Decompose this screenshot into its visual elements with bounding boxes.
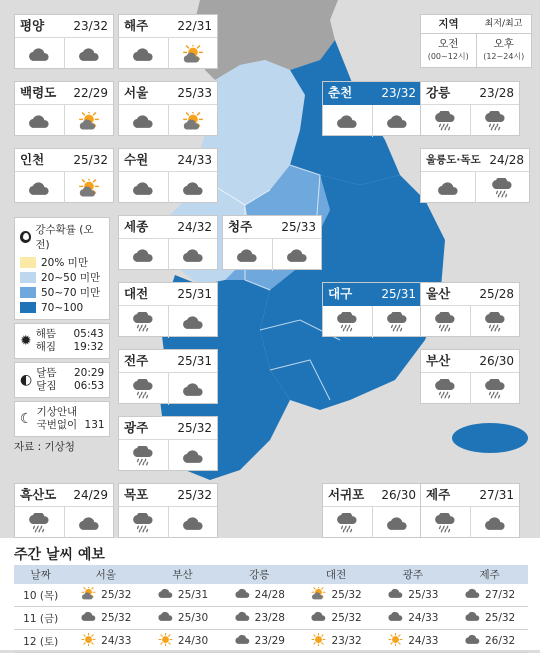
rain-cloud-icon — [475, 172, 530, 204]
legend-am: 오전 (00~12시) — [427, 38, 469, 61]
weekly-temp: 24/33 — [101, 634, 132, 647]
rain-cloud-icon — [470, 373, 520, 405]
city-card-10 — [222, 215, 322, 270]
rain-cloud-icon — [323, 507, 372, 539]
cloud-icon — [234, 588, 251, 602]
city-temp: 25/32 — [177, 421, 212, 435]
rain-cloud-icon — [119, 373, 168, 405]
city-name: 울릉도·독도 — [426, 154, 481, 166]
city-card-0 — [14, 14, 114, 69]
cloud-icon — [421, 172, 475, 204]
sun-cloud-icon — [64, 172, 114, 204]
precip-legend-item: 20% 미만 — [20, 255, 104, 270]
city-temp: 23/32 — [73, 19, 108, 33]
city-card-9 — [118, 215, 218, 270]
city-name: 목포 — [124, 487, 149, 502]
cloud-icon — [15, 105, 64, 137]
city-name: 부산 — [426, 353, 451, 368]
city-temp: 25/31 — [381, 287, 416, 301]
rain-cloud-icon — [15, 507, 64, 539]
rain-cloud-icon — [372, 306, 422, 338]
sun-icon — [80, 633, 97, 649]
weekly-temp: 23/32 — [331, 634, 362, 647]
city-card-11 — [118, 282, 218, 337]
weekly-title: 주간 날씨 예보 — [14, 547, 105, 563]
city-name: 평양 — [20, 18, 45, 33]
rain-cloud-icon — [119, 306, 168, 338]
rain-cloud-icon — [421, 306, 470, 338]
cloud-icon — [372, 507, 422, 539]
cloud-icon — [234, 611, 251, 625]
city-card-3 — [118, 81, 218, 136]
cloud-icon — [310, 611, 327, 625]
weekly-temp: 25/32 — [101, 612, 132, 624]
weekly-temp: 25/32 — [331, 588, 362, 601]
sun-cloud-icon — [64, 105, 114, 137]
weekly-temp: 24/33 — [408, 634, 439, 647]
legend-temp-label: 최저/최고 — [484, 19, 523, 29]
city-name: 전주 — [124, 353, 149, 368]
city-card-19 — [322, 483, 422, 538]
cloud-icon — [168, 239, 218, 271]
precip-legend-item: 70~100 — [20, 300, 104, 315]
cloud-icon — [234, 634, 251, 648]
sunrise-time: 05:43 — [73, 328, 104, 340]
cloud-icon — [119, 38, 168, 70]
city-card-8 — [420, 148, 530, 203]
rain-cloud-icon — [119, 507, 168, 539]
city-temp: 26/30 — [381, 488, 416, 502]
city-temp: 24/33 — [177, 153, 212, 167]
weekly-temp: 27/32 — [484, 589, 516, 601]
city-card-1 — [118, 14, 218, 69]
rain-cloud-icon — [119, 440, 168, 472]
city-temp: 25/32 — [73, 153, 108, 167]
cloud-icon — [168, 507, 218, 539]
city-name: 수원 — [124, 152, 149, 167]
weekly-temp: 24/28 — [254, 589, 285, 601]
city-temp: 24/28 — [489, 153, 524, 167]
city-temp: 25/33 — [281, 220, 316, 234]
cloud-icon — [470, 507, 520, 539]
weekly-table — [14, 565, 528, 653]
weekly-header-cell: 날짜 — [14, 565, 67, 584]
rain-cloud-icon — [323, 306, 372, 338]
city-name: 강릉 — [426, 85, 451, 100]
crescent-icon: ☾ — [20, 411, 33, 427]
city-temp: 22/29 — [73, 86, 108, 100]
weekly-temp: 23/29 — [254, 635, 285, 647]
city-card-4 — [322, 81, 422, 136]
weekly-header-cell: 대전 — [298, 565, 375, 584]
sun-icon — [157, 633, 174, 649]
weekly-header-cell: 제주 — [451, 565, 528, 584]
weekly-header-cell: 강릉 — [221, 565, 298, 584]
city-card-5 — [420, 81, 520, 136]
city-card-2 — [14, 81, 114, 136]
weekly-temp: 25/31 — [177, 589, 209, 601]
cloud-icon — [80, 611, 97, 625]
rain-cloud-icon — [470, 105, 520, 137]
city-temp: 23/28 — [479, 86, 514, 100]
city-name: 청주 — [228, 219, 253, 234]
weekly-date: 11 (금) — [14, 607, 67, 630]
city-temp: 23/32 — [381, 86, 416, 100]
city-card-17 — [14, 483, 114, 538]
city-name: 제주 — [426, 487, 451, 502]
moon-times: ◐ 달뜸 20:29 달짐 06:53 — [14, 362, 110, 398]
city-temp: 26/30 — [479, 354, 514, 368]
city-name: 울산 — [426, 286, 451, 301]
sun-icon: ✹ — [20, 333, 32, 349]
city-name: 대구 — [328, 286, 353, 301]
legend-pm: 오후 (12~24시) — [476, 34, 532, 68]
cloud-icon — [119, 172, 168, 204]
city-card-18 — [118, 483, 218, 538]
city-card-20 — [420, 483, 520, 538]
city-name: 백령도 — [20, 85, 57, 100]
cloud-icon — [168, 306, 218, 338]
info-number: 131 — [84, 419, 105, 431]
raindrop-icon — [20, 231, 31, 243]
legend-region-label: 지역 — [438, 18, 459, 30]
cloud-icon — [387, 588, 404, 602]
moon-icon: ◐ — [20, 372, 33, 388]
city-temp: 27/31 — [479, 488, 514, 502]
side-legend — [14, 217, 110, 454]
city-temp: 24/32 — [177, 220, 212, 234]
city-card-7 — [118, 148, 218, 203]
city-temp: 22/31 — [177, 19, 212, 33]
cloud-icon — [64, 38, 114, 70]
city-card-13 — [420, 282, 520, 337]
precip-legend-item: 20~50 미만 — [20, 270, 104, 285]
rain-cloud-icon — [421, 373, 470, 405]
sun-icon — [310, 633, 327, 649]
sunset-time: 19:32 — [73, 341, 104, 353]
moonset-time: 06:53 — [73, 380, 105, 392]
weekly-temp: 25/32 — [331, 612, 362, 624]
weekly-temp: 23/28 — [254, 612, 285, 624]
weekly-header-cell: 광주 — [374, 565, 451, 584]
weekly-temp: 25/32 — [484, 612, 516, 624]
city-card-6 — [14, 148, 114, 203]
weekly-temp: 24/30 — [177, 634, 209, 647]
city-name: 인천 — [20, 152, 45, 167]
city-card-14 — [118, 349, 218, 404]
sun-cloud-icon — [168, 105, 218, 137]
cloud-icon — [119, 105, 168, 137]
city-name: 서귀포 — [328, 487, 365, 502]
cloud-icon — [157, 611, 174, 625]
region-legend — [420, 14, 532, 68]
cloud-icon — [323, 105, 372, 137]
precip-swatch — [20, 287, 36, 298]
cloud-icon — [464, 634, 481, 648]
precip-legend-title: 강수확률 (오전) — [35, 224, 94, 251]
city-name: 흑산도 — [20, 487, 57, 502]
cloud-icon — [387, 611, 404, 625]
jeju-island — [452, 423, 528, 453]
cloud-icon — [168, 172, 218, 204]
weekly-temp: 25/30 — [177, 612, 209, 624]
weekly-row — [14, 584, 528, 607]
cloud-icon — [119, 239, 168, 271]
rain-cloud-icon — [421, 105, 470, 137]
cloud-icon — [168, 440, 218, 472]
sun-icon — [387, 633, 404, 649]
cloud-icon — [372, 105, 422, 137]
weekly-row — [14, 630, 528, 653]
weekly-header-cell: 부산 — [144, 565, 221, 584]
weekly-date: 10 (목) — [14, 584, 67, 607]
source-label: 자료 : 기상청 — [14, 441, 75, 453]
weekly-temp: 24/33 — [408, 612, 439, 624]
weather-info: ☾ 기상안내 국번없이 131 — [14, 401, 110, 437]
city-temp: 25/28 — [479, 287, 514, 301]
sun-cloud-icon — [80, 587, 97, 603]
city-temp: 24/29 — [73, 488, 108, 502]
precip-swatch — [20, 257, 36, 268]
city-temp: 25/31 — [177, 287, 212, 301]
city-card-15 — [420, 349, 520, 404]
sun-cloud-icon — [168, 38, 218, 70]
cloud-icon — [15, 38, 64, 70]
cloud-icon — [272, 239, 322, 271]
cloud-icon — [464, 588, 481, 602]
city-name: 춘천 — [328, 85, 353, 100]
precip-swatch — [20, 302, 36, 313]
cloud-icon — [168, 373, 218, 405]
weekly-temp: 25/33 — [408, 589, 439, 601]
city-name: 대전 — [124, 286, 149, 301]
city-temp: 25/33 — [177, 86, 212, 100]
city-card-12 — [322, 282, 422, 337]
city-temp: 25/32 — [177, 488, 212, 502]
precip-legend-item: 50~70 미만 — [20, 285, 104, 300]
rain-cloud-icon — [421, 507, 470, 539]
weekly-header-cell: 서울 — [67, 565, 144, 584]
weekly-date: 12 (토) — [14, 630, 67, 653]
cloud-icon — [157, 588, 174, 602]
city-name: 서울 — [124, 85, 149, 100]
sun-times: ✹ 해뜸 05:43 해짐 19:32 — [14, 323, 110, 359]
city-name: 광주 — [124, 420, 149, 435]
cloud-icon — [15, 172, 64, 204]
city-name: 세종 — [124, 219, 149, 234]
city-temp: 25/31 — [177, 354, 212, 368]
weekly-temp: 26/32 — [484, 635, 516, 647]
city-card-16 — [118, 416, 218, 471]
rain-cloud-icon — [470, 306, 520, 338]
precip-legend — [14, 217, 110, 320]
weekly-forecast — [0, 538, 540, 650]
precip-swatch — [20, 272, 36, 283]
cloud-icon — [64, 507, 114, 539]
weekly-row — [14, 607, 528, 630]
cloud-icon — [464, 611, 481, 625]
weekly-temp: 25/32 — [101, 588, 132, 601]
moonrise-time: 20:29 — [73, 367, 105, 379]
city-name: 해주 — [124, 18, 149, 33]
cloud-icon — [223, 239, 272, 271]
sun-cloud-icon — [310, 587, 327, 603]
